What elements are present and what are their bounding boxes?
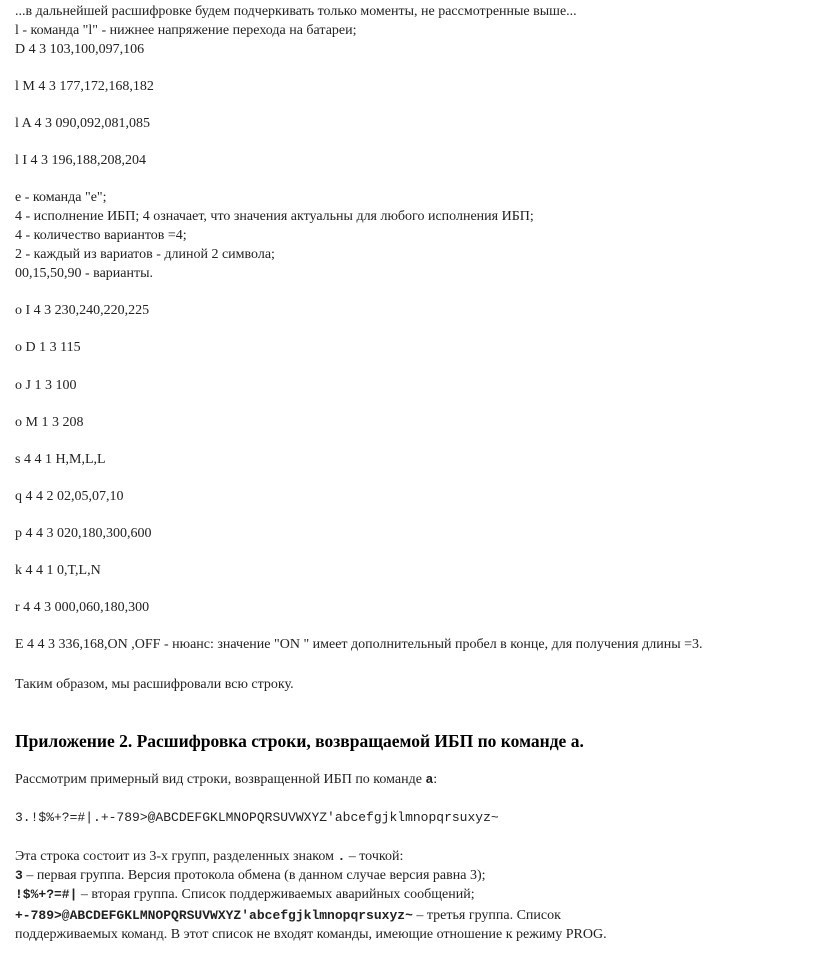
group-text: первая группа. Версия протокола обмена (в данном случае версия равна 3); (36, 868, 486, 883)
groups-desc-text: Эта строка состоит из 3-х групп, разделенных знаком (15, 849, 338, 864)
last-line: поддерживаемых команд. В этот список не входят команды, имеющие отношение к режиму PROG. (15, 927, 607, 942)
appendix-intro (15, 771, 437, 789)
appendix-heading: Приложение 2. Расшифровка строки, возвращаемой ИБП по команде a. (15, 731, 584, 751)
entry-line: l I 4 3 196,188,208,204 (15, 153, 147, 168)
intro-line: D 4 3 103,100,097,106 (15, 42, 145, 57)
intro-line: ...в дальнейшей расшифровке будем подчеркивать только моменты, не рассмотренные выше... (15, 4, 577, 19)
example-string: 3.!$%+?=#|.+-789>@ABCDEFGKLMNOPQRSUVWXYZ'abcefgjklmnopqrsuxyz~ (15, 810, 499, 825)
entry-line: q 4 4 2 02,05,07,10 (15, 489, 124, 504)
groups-desc-suffix: – точкой: (345, 849, 404, 864)
e-explanation-line: 2 - каждый из вариатов - длиной 2 символа; (15, 247, 275, 262)
e-explanation-line: 00,15,50,90 - варианты. (15, 266, 154, 281)
entry-line: k 4 4 1 0,T,L,N (15, 563, 101, 578)
group-code: 3 (15, 868, 23, 883)
e-explanation-line: 4 - количество вариантов =4; (15, 228, 187, 243)
group-dash: – (77, 887, 92, 902)
group-dash: – (22, 868, 37, 883)
group-code: !$%+?=#| (15, 887, 78, 902)
entry-line: o D 1 3 115 (15, 340, 81, 355)
group-text: вторая группа. Список поддерживаемых аварийных сообщений; (91, 887, 475, 902)
entry-line: o M 1 3 208 (15, 415, 84, 430)
appendix-intro-suffix: : (433, 772, 438, 787)
command-code: a (425, 772, 434, 787)
conclusion-text: Таким образом, мы расшифровали всю строку. (15, 677, 294, 692)
entry-line: r 4 4 3 000,060,180,300 (15, 600, 150, 615)
entry-line: o I 4 3 230,240,220,225 (15, 303, 150, 318)
group-dash: – (412, 908, 427, 923)
intro-line: l - команда "l" - нижнее напряжение перехода на батареи; (15, 23, 357, 38)
entry-line: l M 4 3 177,172,168,182 (15, 79, 154, 94)
groups-description (15, 848, 403, 866)
group-text: третья группа. Список (426, 908, 561, 923)
group-code: +-789>@ABCDEFGKLMNOPQRSUVWXYZ'abcefgjklmnopqrsuxyz~ (15, 908, 413, 923)
appendix-intro-text: Рассмотрим примерный вид строки, возвращенной ИБП по команде (15, 772, 426, 787)
separator-code: . (337, 849, 346, 864)
e-explanation-line: 4 - исполнение ИБП; 4 означает, что значения актуальны для любого исполнения ИБП; (15, 209, 534, 224)
entry-line: p 4 4 3 020,180,300,600 (15, 526, 152, 541)
entry-line: l A 4 3 090,092,081,085 (15, 116, 150, 131)
entry-line: E 4 4 3 336,168,ON ,OFF - нюанс: значение "ON " имеет дополнительный пробел в конце, для получения длины =3. (15, 637, 703, 652)
entry-line: s 4 4 1 H,M,L,L (15, 452, 106, 467)
entry-line: o J 1 3 100 (15, 378, 77, 393)
group-item (15, 907, 561, 925)
group-item (15, 867, 486, 885)
e-explanation-line: e - команда "e"; (15, 190, 107, 205)
group-item (15, 886, 475, 904)
